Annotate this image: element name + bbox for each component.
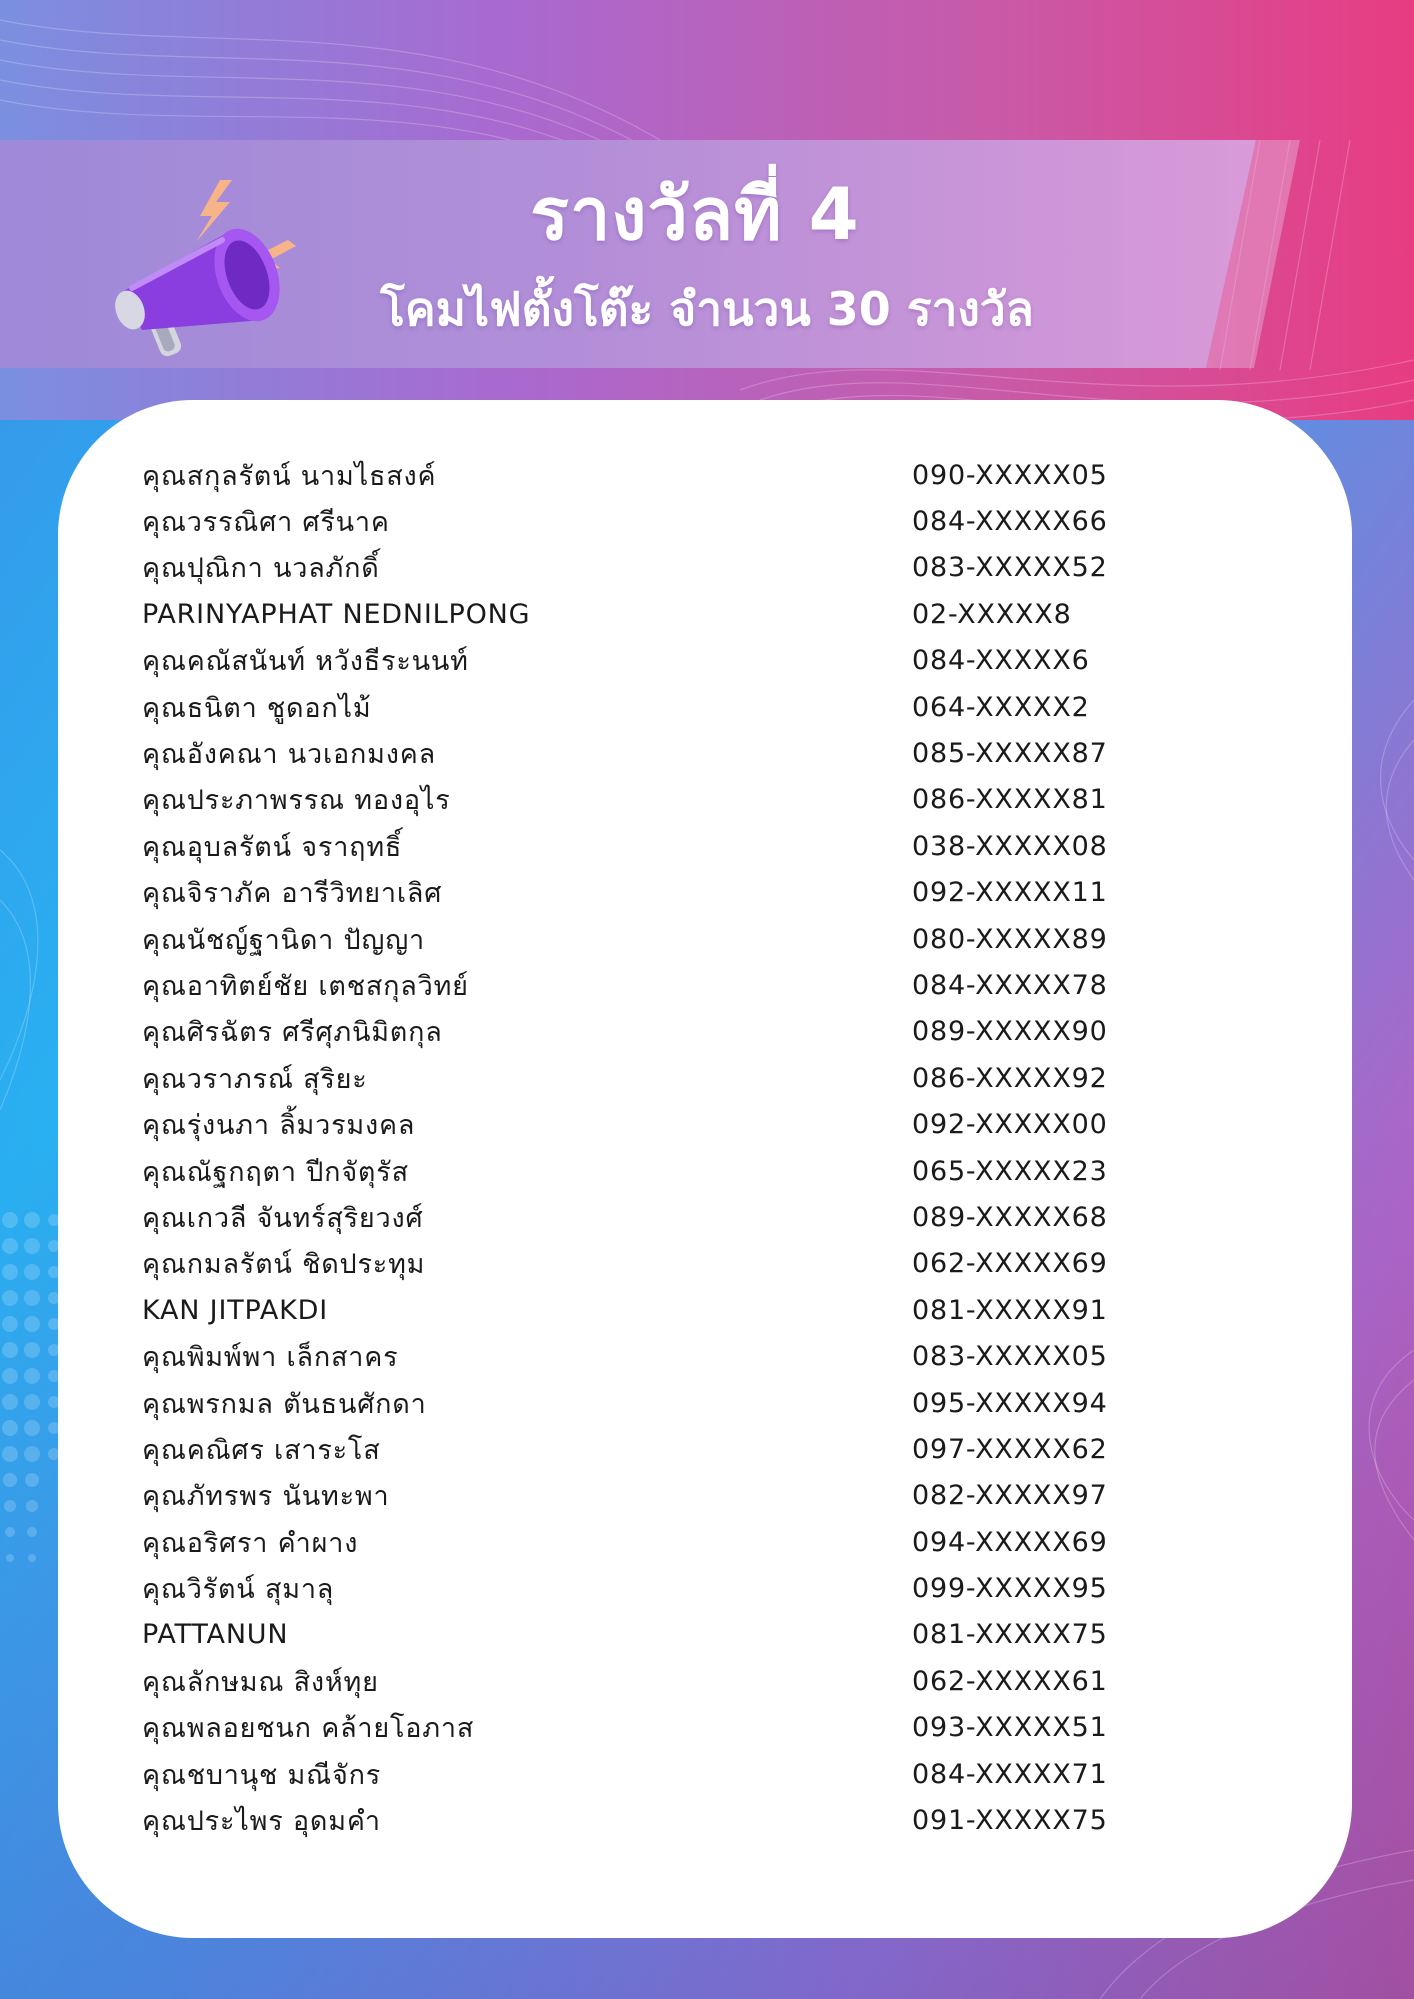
winner-name: คุณจิราภัค อารีวิทยาเลิศ: [142, 878, 443, 910]
winner-row: [142, 730, 1142, 776]
winner-row: [142, 1426, 1142, 1472]
winner-name: คุณภัทรพร นันทะพา: [142, 1481, 390, 1513]
winner-phone: 038-XXXXX08: [912, 830, 1108, 862]
winner-row: [142, 1194, 1142, 1240]
winner-name: คุณอริศรา คำผาง: [142, 1527, 359, 1559]
winner-name: คุณคณิศร เสาระโส: [142, 1434, 381, 1466]
winner-phone: 097-XXXXX62: [912, 1433, 1108, 1465]
winner-phone: 089-XXXXX68: [912, 1201, 1108, 1233]
winner-name: คุณนัชญ์ฐานิดา ปัญญา: [142, 924, 426, 956]
winner-phone: 092-XXXXX11: [912, 877, 1108, 909]
winner-row: [142, 1565, 1142, 1611]
winner-name: คุณสกุลรัตน์ นามไธสงค์: [142, 460, 437, 492]
winner-row: [142, 1287, 1142, 1333]
winner-name: คุณคณัสนันท์ หวังธีระนนท์: [142, 646, 469, 678]
winner-name: คุณวรรณิศา ศรีนาค: [142, 507, 390, 539]
page-subtitle: โคมไฟตั้งโต๊ะ จำนวน 30 รางวัล: [380, 282, 1034, 336]
winner-phone: 090-XXXXX05: [912, 459, 1108, 491]
winner-phone: 062-XXXXX69: [912, 1248, 1108, 1280]
winner-name: PATTANUN: [142, 1619, 289, 1651]
winner-phone: 065-XXXXX23: [912, 1155, 1108, 1187]
winner-name: คุณชบานุช มณีจักร: [142, 1759, 382, 1791]
winner-row: [142, 1333, 1142, 1379]
winner-phone: 081-XXXXX75: [912, 1619, 1108, 1651]
winner-row: [142, 1148, 1142, 1194]
winner-row: [142, 1612, 1142, 1658]
winner-name: คุณณัฐกฤตา ปีกจัตุรัส: [142, 1156, 409, 1188]
winner-phone: 080-XXXXX89: [912, 923, 1108, 955]
winner-name: คุณศิรฉัตร ศรีศุภนิมิตกุล: [142, 1017, 443, 1049]
winner-phone: 093-XXXXX51: [912, 1712, 1108, 1744]
winner-phone: 084-XXXXX66: [912, 506, 1108, 538]
winner-phone: 02-XXXXX8: [912, 598, 1072, 630]
winner-name: คุณธนิตา ชูดอกไม้: [142, 692, 372, 724]
winner-row: [142, 870, 1142, 916]
winner-row: [142, 916, 1142, 962]
winner-row: [142, 777, 1142, 823]
winner-name: คุณอาทิตย์ชัย เตชสกุลวิทย์: [142, 970, 469, 1002]
winner-phone: 099-XXXXX95: [912, 1573, 1108, 1605]
winner-phone: 086-XXXXX92: [912, 1062, 1108, 1094]
winner-name: คุณประไพร อุดมคำ: [142, 1806, 381, 1838]
winner-name: คุณเกวลี จันทร์สุริยวงศ์: [142, 1202, 424, 1234]
winner-name: คุณพลอยชนก คล้ายโอภาส: [142, 1713, 475, 1745]
winner-row: [142, 1797, 1142, 1843]
winner-name: คุณอังคณา นวเอกมงคล: [142, 739, 436, 771]
winner-name: คุณลักษมณ สิงห์ทุย: [142, 1666, 379, 1698]
winner-name: คุณวราภรณ์ สุริยะ: [142, 1063, 368, 1095]
winner-phone: 083-XXXXX05: [912, 1341, 1108, 1373]
winner-row: [142, 1055, 1142, 1101]
winner-name: คุณอุบลรัตน์ จราฤทธิ์: [142, 831, 403, 863]
winner-phone: 091-XXXXX75: [912, 1805, 1108, 1837]
winner-row: [142, 1751, 1142, 1797]
winner-phone: 081-XXXXX91: [912, 1294, 1108, 1326]
winner-phone: 062-XXXXX61: [912, 1665, 1108, 1697]
winner-row: [142, 1241, 1142, 1287]
winner-row: [142, 962, 1142, 1008]
winner-row: [142, 1519, 1142, 1565]
winner-name: คุณปุณิกา นวลภักดิ์: [142, 553, 380, 585]
winner-row: [142, 1380, 1142, 1426]
winner-phone: 085-XXXXX87: [912, 738, 1108, 770]
winner-row: [142, 452, 1142, 498]
winner-row: [142, 1705, 1142, 1751]
winner-name: คุณประภาพรรณ ทองอุไร: [142, 785, 451, 817]
winner-name: PARINYAPHAT NEDNILPONG: [142, 598, 531, 630]
winner-name: คุณกมลรัตน์ ชิดประทุม: [142, 1249, 426, 1281]
winner-row: [142, 1009, 1142, 1055]
winner-phone: 086-XXXXX81: [912, 784, 1108, 816]
winner-name: คุณพรกมล ตันธนศักดา: [142, 1388, 427, 1420]
winner-name: คุณรุ่งนภา ลิ้มวรมงคล: [142, 1110, 416, 1142]
winner-row: [142, 591, 1142, 637]
winner-phone: 084-XXXXX71: [912, 1758, 1108, 1790]
winner-name: คุณพิมพ์พา เล็กสาคร: [142, 1342, 399, 1374]
winner-row: [142, 545, 1142, 591]
winners-list: [142, 452, 1142, 1844]
winner-phone: 082-XXXXX97: [912, 1480, 1108, 1512]
page-title: รางวัลที่ 4: [530, 172, 860, 256]
winner-phone: 064-XXXXX2: [912, 691, 1090, 723]
winner-row: [142, 498, 1142, 544]
winner-phone: 084-XXXXX78: [912, 969, 1108, 1001]
winner-phone: 084-XXXXX6: [912, 645, 1090, 677]
winner-row: [142, 1101, 1142, 1147]
winner-name: KAN JITPAKDI: [142, 1294, 328, 1326]
winner-phone: 095-XXXXX94: [912, 1387, 1108, 1419]
winner-phone: 094-XXXXX69: [912, 1526, 1108, 1558]
winner-row: [142, 1473, 1142, 1519]
winner-row: [142, 638, 1142, 684]
winner-row: [142, 823, 1142, 869]
winner-name: คุณวิรัตน์ สุมาลุ: [142, 1574, 335, 1606]
megaphone-icon: [112, 180, 302, 370]
winner-row: [142, 1658, 1142, 1704]
winner-phone: 092-XXXXX00: [912, 1109, 1108, 1141]
winner-row: [142, 684, 1142, 730]
winner-phone: 083-XXXXX52: [912, 552, 1108, 584]
winner-phone: 089-XXXXX90: [912, 1016, 1108, 1048]
